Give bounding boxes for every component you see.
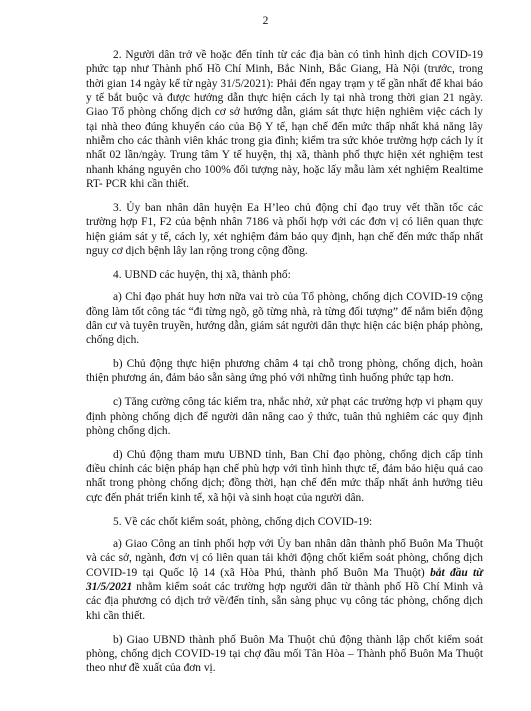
paragraph-2: 2. Người dân trở về hoặc đến tỉnh từ các địa bàn có tình hình dịch COVID-19 phức tạp như Thành phố Hồ Chí Minh, Bắc Ninh, Bắc Giang, Hà Nội (trước, trong thời gian 14 ngày kể từ ngày 31/5/2021): Phải đến ngay trạm y tế gần nhất để khai báo y tế bắt buộc và được hướng dẫn thực hiện cách ly tại nhà trong thời gian 21 ngày. Giao Tổ phòng chống dịch cơ sở hướng dẫn, giám sát thực hiện nghiêm việc cách ly tại nhà theo đúng khuyến cáo của Bộ Y tế, hạn chế đến mức thấp nhất khả năng lây nhiễm cho các thành viên khác trong gia đình; kiểm tra sức khỏe trường hợp cách ly ít nhất 02 lần/ngày. Trung tâm Y tế huyện, thị xã, thành phố thực hiện xét nghiệm test nhanh kháng nguyên cho 100% đối tượng này, hoặc lấy mẫu làm xét nghiệm Realtime RT- PCR khi cần thiết. — [86, 49, 483, 191]
paragraph-5-heading: 5. Về các chốt kiểm soát, phòng, chống dịch COVID-19: — [113, 515, 373, 528]
paragraph-4-heading: 4. UBND các huyện, thị xã, thành phố: — [113, 268, 291, 281]
paragraph-3: 3. Ủy ban nhân dân huyện Ea H’leo chủ động chỉ đạo truy vết thần tốc các trường hợp F1, F2 của bệnh nhân 7186 và phối hợp với các đơn vị có liên quan thực hiện giám sát y tế, cách ly, xét nghiệm đảm bảo quy định, hạn chế đến mức thấp nhất nguy cơ dịch bệnh lây lan rộng trong cộng đồng. — [86, 201, 483, 257]
paragraph-5a — [86, 537, 483, 623]
paragraph-4a: a) Chỉ đạo phát huy hơn nữa vai trò của Tổ phòng, chống dịch COVID-19 cộng đồng làm tốt công tác “đi từng ngõ, gõ từng nhà, rà từng đối tượng” để nắm biến động dân cư và tuyên truyền, hướng dẫn, giám sát người dân thực hiện các biện pháp phòng, chống dịch. — [86, 291, 483, 347]
paragraph-5a-text-start: a) Giao Công an tỉnh phối hợp với Ủy ban nhân dân thành phố Buôn Ma Thuột và các sở, ngành, đơn vị có liên quan tái khởi động chốt kiểm soát phòng, chống dịch COVID-19 tại Quốc lộ 14 (xã Hòa Phú, thành phố Buôn Ma Thuột) — [86, 537, 483, 579]
paragraph-4d: d) Chủ động tham mưu UBND tỉnh, Ban Chỉ đạo phòng, chống dịch cấp tỉnh điều chỉnh các biện pháp hạn chế phù hợp với tình hình thực tế, đảm bảo hiệu quả cao nhất trong phòng chống dịch; đồng thời, hạn chế đến mức thấp nhất ảnh hưởng tiêu cực đến phát triển kinh tế, xã hội và sinh hoạt của người dân. — [86, 448, 483, 504]
page-number: 2 — [262, 15, 269, 27]
paragraph-4b: b) Chủ động thực hiện phương châm 4 tại chỗ trong phòng, chống dịch, hoàn thiện phương án, đảm bảo sẵn sàng ứng phó với những tình huống phức tạp hơn. — [86, 358, 483, 385]
paragraph-5b: b) Giao UBND thành phố Buôn Ma Thuột chủ động thành lập chốt kiểm soát phòng, chống dịch COVID-19 tại chợ đầu mối Tân Hòa – Thành phố Buôn Ma Thuột theo như đề xuất của đơn vị. — [86, 633, 483, 675]
paragraph-4c: c) Tăng cường công tác kiểm tra, nhắc nhở, xử phạt các trường hợp vi phạm quy định phòng chống dịch để người dân nâng cao ý thức, tuân thủ nghiêm các quy định phòng chống dịch. — [86, 396, 483, 437]
paragraph-5a-text-end: nhằm kiểm soát các trường hợp người dân từ thành phố Hồ Chí Minh và các địa phương có dịch trở về/đến tỉnh, sẵn sàng phục vụ công tác phòng, chống dịch khi cần thiết. — [86, 581, 483, 622]
paragraph-5a-start-date: bắt đầu từ 31/5/2021 — [86, 566, 484, 593]
document-body — [86, 48, 483, 685]
